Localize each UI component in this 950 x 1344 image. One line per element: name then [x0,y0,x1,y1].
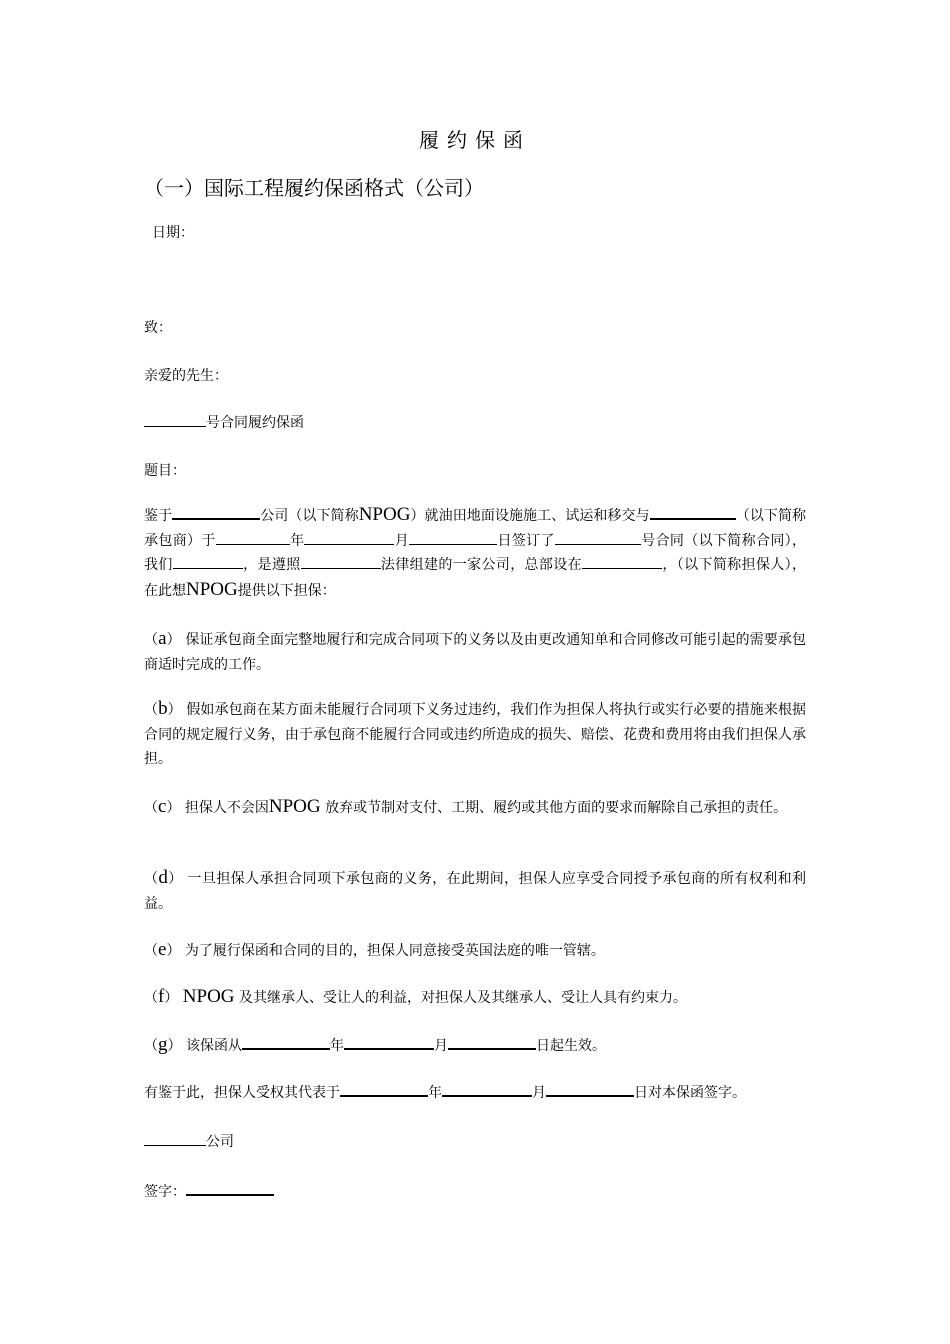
clause-close: ） [166,632,181,648]
npog-abbr: NPOG [186,578,238,600]
clause-d [144,866,806,916]
effective-year-blank [242,1034,330,1050]
closing-text-post: 日对本保函签字。 [634,1085,746,1101]
clause-text: 放弃或节制对支付、工期、履约或其他方面的要求而解除自己承担的责任。 [325,800,788,816]
clause-close: ） [164,990,179,1006]
date-label: 日期： [152,225,194,241]
month-label: 月 [433,1038,448,1054]
intro-text-3: ）就油田地面设施施工、试运和移交与 [410,508,650,524]
intro-text-1: 鉴于 [144,508,173,524]
month-label: 月 [394,532,410,549]
intro-paragraph [144,503,806,603]
company-blank [144,1131,206,1146]
year-label: 年 [428,1085,442,1101]
subject-label: 题目： [144,463,186,479]
clause-b [144,697,806,772]
intro-text-7: ，是遵照 [242,557,301,573]
clause-text: 保证承包商全面完整地履行和完成合同项下的义务以及由更改通知单和合同修改可能引起的需要承包商适时完成的工作。 [144,632,806,673]
npog-abbr: NPOG [358,504,411,525]
sign-month-blank [304,530,394,545]
sign-date-month-blank [442,1081,532,1097]
clause-open: （ [144,800,158,816]
signature-blank [186,1180,274,1196]
intro-text-2: 公司（以下简称 [260,508,359,524]
clause-close: ） [167,702,182,718]
country-law-blank [301,554,381,569]
clause-letter: d [158,867,168,888]
to-label: 致： [144,320,172,336]
clause-open: （ [144,990,158,1006]
effective-month-blank [344,1034,434,1050]
year-label: 年 [289,532,305,549]
clause-letter: g [158,1034,168,1055]
intro-text-8: 法律组建的一家公司，总部设在 [380,557,583,573]
company-line [144,1131,234,1151]
clause-letter: e [158,939,167,960]
clause-close: ） [166,800,181,816]
signature-line [144,1180,274,1201]
clause-a [144,627,806,677]
clause-open: （ [144,702,159,718]
clause-open: （ [144,943,158,959]
guarantor-name-blank [173,554,243,569]
intro-text-5: 日签订了 [497,532,555,549]
contract-bond-text: 号合同履约保函 [206,415,304,431]
npog-abbr: NPOG [182,986,235,1007]
clause-g [144,1033,806,1059]
intro-text-9: ，（以下简称担保人），在此想 [144,557,807,599]
clause-open: （ [144,632,159,648]
clause-text: 为了履行保函和合同的目的，担保人同意接受英国法庭的唯一管辖。 [184,943,605,959]
sign-day-blank [409,530,497,545]
clause-text: 一旦担保人承担合同项下承包商的义务，在此期间，担保人应享受合同授予承包商的所有权利和利益。 [144,871,807,912]
closing-paragraph [144,1081,806,1106]
headquarters-blank [582,554,662,569]
clause-letter: a [158,628,167,649]
effective-day-blank [448,1034,536,1050]
clause-c [144,795,806,821]
clause-letter: c [158,796,167,817]
intro-text-6: 号合同（以下简称合同），我们 [144,532,807,573]
year-label: 年 [329,1038,344,1054]
signature-label: 签字： [144,1184,186,1200]
clause-close: ） [167,871,183,887]
intro-text-10: 提供以下担保： [237,582,336,599]
sign-year-blank [216,530,290,545]
clause-close: ） [167,1038,182,1054]
contract-bond-line [144,412,304,432]
clause-text-post: 日起生效。 [535,1038,606,1054]
clause-open: （ [144,871,159,887]
contractor-name-blank [650,504,736,520]
document-subtitle: （一）国际工程履约保函格式（公司） [144,176,484,200]
contract-no-blank [555,530,641,545]
clause-text: 假如承包商在某方面未能履行合同项下义务过违约，我们作为担保人将执行或实行必要的措施来根据合同的规定履行义务，由于承包商不能履行合同或违约所造成的损失、赔偿、花费和费用将由我们担保人承担。 [144,702,807,767]
company-suffix: 公司 [206,1134,234,1150]
company-name-blank [172,504,260,520]
clause-text-pre: 担保人不会因 [184,800,269,816]
clause-open: （ [144,1038,158,1054]
clause-e [144,938,806,964]
salutation: 亲爱的先生： [144,368,228,384]
sign-date-year-blank [340,1081,428,1097]
closing-text-pre: 有鉴于此，担保人受权其代表于 [144,1085,340,1101]
sign-date-day-blank [546,1081,634,1097]
month-label: 月 [532,1085,546,1101]
clause-close: ） [166,943,181,959]
contract-number-blank [144,412,206,427]
npog-abbr: NPOG [268,796,321,817]
intro-text-4: （以下简称承包商）于 [144,508,807,549]
clause-text: 及其继承人、受让人的利益，对担保人及其继承人、受让人具有约束力。 [238,990,687,1006]
document-title: 履约保函 [419,128,531,152]
clause-f [144,985,806,1011]
clause-text-pre: 该保函从 [185,1038,242,1054]
clause-letter: f [158,986,165,1007]
clause-letter: b [158,698,168,719]
